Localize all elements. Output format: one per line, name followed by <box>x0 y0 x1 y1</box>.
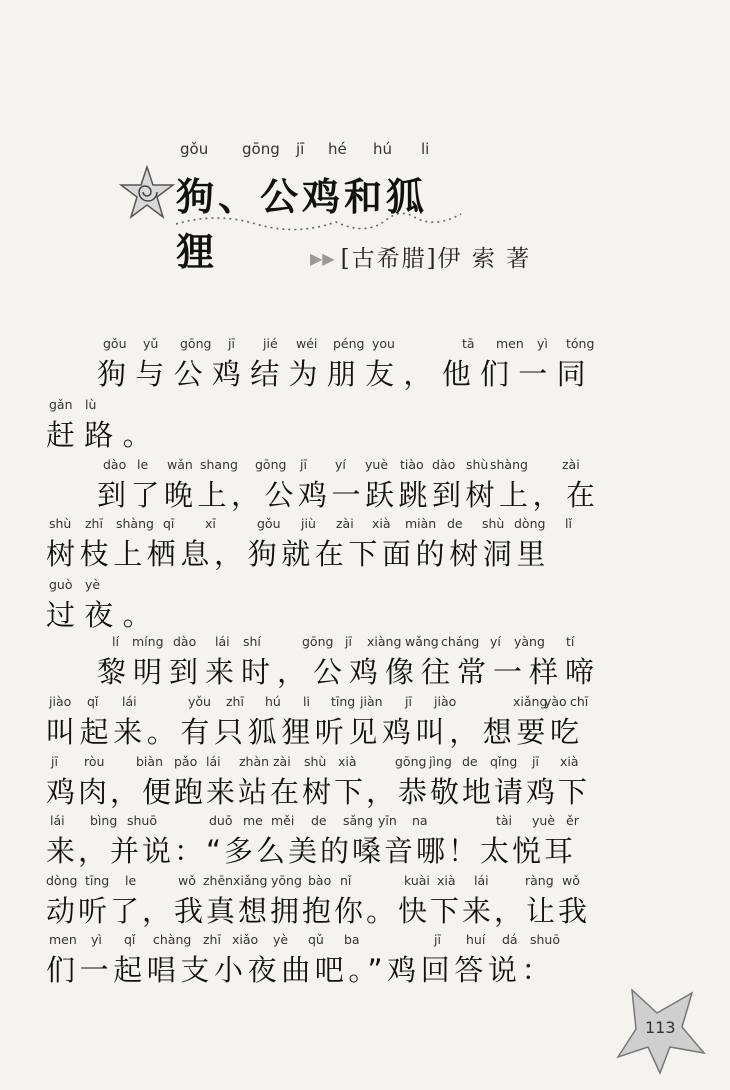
pinyin: lái <box>474 873 489 888</box>
pinyin: lái <box>122 694 137 709</box>
pinyin: duō <box>209 813 233 828</box>
pinyin: shang <box>200 457 238 472</box>
pinyin: gōng <box>302 634 334 649</box>
pinyin: jī <box>345 634 352 649</box>
pinyin: yǒu <box>188 694 211 709</box>
pinyin: yào <box>544 694 567 709</box>
pinyin: shuō <box>127 813 158 828</box>
pinyin: qǔ <box>308 932 324 947</box>
pinyin: ba <box>344 932 360 947</box>
pinyin: dòng <box>46 873 78 888</box>
text-line <box>0 336 730 396</box>
pinyin: lù <box>85 397 97 412</box>
pinyin: le <box>125 873 137 888</box>
pinyin: yōng <box>271 873 302 888</box>
pinyin: zài <box>562 457 580 472</box>
pinyin: xià <box>437 873 456 888</box>
pinyin: míng <box>132 634 164 649</box>
pinyin: cháng <box>441 634 480 649</box>
pinyin: xī <box>205 516 216 531</box>
pinyin: shù <box>49 516 72 531</box>
dotted-swirl-decoration <box>176 202 466 242</box>
pinyin: biàn <box>136 754 163 769</box>
pinyin: hú <box>265 694 281 709</box>
text-line <box>0 516 730 576</box>
pinyin: dào <box>103 457 127 472</box>
pinyin: tài <box>496 813 513 828</box>
pinyin: ròu <box>84 754 105 769</box>
double-arrow-icon: ▶▶ <box>310 249 335 268</box>
pinyin: wǒ <box>178 873 196 888</box>
pinyin: xiǎng <box>233 873 268 888</box>
pinyin: gōng <box>395 754 427 769</box>
pinyin: yè <box>85 577 101 592</box>
pinyin: dòng <box>514 516 546 531</box>
pinyin: qǐng <box>490 754 518 769</box>
pinyin: yí <box>490 634 501 649</box>
pinyin: yuè <box>365 457 389 472</box>
hanzi-line: 来，并说：“多么美的嗓音哪！太悦耳 <box>46 834 577 868</box>
pinyin: qī <box>163 516 175 531</box>
pinyin: zhī <box>226 694 244 709</box>
pinyin: li <box>303 694 310 709</box>
pinyin: jī <box>51 754 58 769</box>
pinyin: lái <box>50 813 65 828</box>
pinyin: jìng <box>429 754 452 769</box>
pinyin: wǒ <box>562 873 580 888</box>
pinyin: yǔ <box>143 336 159 351</box>
title-pinyin-syllable: li <box>421 140 430 158</box>
text-line <box>0 873 730 933</box>
pinyin: shàng <box>490 457 528 472</box>
pinyin: me <box>243 813 263 828</box>
title-pinyin-syllable: gǒu <box>180 140 209 158</box>
pinyin: lái <box>206 754 221 769</box>
pinyin: you <box>372 336 395 351</box>
title-pinyin-syllable: hé <box>328 140 347 158</box>
pinyin: qǐ <box>87 694 99 709</box>
pinyin: dào <box>432 457 456 472</box>
hanzi-line: 动听了，我真想拥抱你。快下来，让我 <box>46 894 591 928</box>
pinyin: yí <box>335 457 346 472</box>
pinyin: dào <box>173 634 197 649</box>
pinyin: jiào <box>49 694 72 709</box>
pinyin: lǐ <box>565 516 572 531</box>
pinyin: zài <box>336 516 354 531</box>
pinyin: de <box>447 516 463 531</box>
hanzi-line: 们一起唱支小夜曲吧。”鸡回答说： <box>46 953 556 987</box>
pinyin: xià <box>338 754 357 769</box>
text-line <box>0 754 730 814</box>
hanzi-line: 到了晚上，公鸡一跃跳到树上，在 <box>97 478 600 512</box>
hanzi-line: 赶路。 <box>46 418 161 452</box>
pinyin: chī <box>570 694 589 709</box>
pinyin: chàng <box>153 932 192 947</box>
pinyin: wǎng <box>405 634 439 649</box>
pinyin: shí <box>243 634 261 649</box>
hanzi-line: 黎明到来时，公鸡像往常一样啼 <box>97 655 602 689</box>
title-pinyin <box>176 140 476 162</box>
pinyin: miàn <box>405 516 437 531</box>
pinyin: yīn <box>378 813 397 828</box>
pinyin: jī <box>228 336 235 351</box>
title-pinyin-syllable: hú <box>373 140 393 158</box>
pinyin: xià <box>372 516 391 531</box>
pinyin: yì <box>537 336 548 351</box>
pinyin: shàng <box>116 516 154 531</box>
pinyin: jī <box>405 694 412 709</box>
pinyin: lí <box>112 634 119 649</box>
pinyin: zài <box>273 754 291 769</box>
pinyin: bào <box>308 873 332 888</box>
author-line <box>310 240 531 273</box>
title-pinyin-syllable: gōng <box>242 140 280 158</box>
pinyin: péng <box>333 336 365 351</box>
hanzi-line: 鸡肉，便跑来站在树下，恭敬地请鸡下 <box>46 775 591 809</box>
pinyin: men <box>49 932 77 947</box>
pinyin: wéi <box>296 336 318 351</box>
pinyin: qǐ <box>124 932 136 947</box>
pinyin: gǒu <box>103 336 127 351</box>
pinyin: tīng <box>85 873 110 888</box>
pinyin: jiù <box>301 516 316 531</box>
pinyin: tóng <box>566 336 595 351</box>
hanzi-line: 叫起来。有只狐狸听见鸡叫，想要吃 <box>46 715 584 749</box>
author-name: [古希腊]伊 索 著 <box>340 246 532 272</box>
hanzi-line: 树枝上栖息，狗就在下面的树洞里 <box>46 537 551 571</box>
pinyin: shù <box>304 754 327 769</box>
pinyin: tīng <box>331 694 356 709</box>
pinyin: zhàn <box>239 754 270 769</box>
pinyin: shuō <box>530 932 561 947</box>
pinyin: xiàng <box>367 634 402 649</box>
pinyin: shù <box>482 516 505 531</box>
pinyin: ràng <box>525 873 554 888</box>
pinyin: tiào <box>400 457 424 472</box>
text-line <box>0 457 730 517</box>
pinyin: jié <box>263 336 278 351</box>
pinyin: nǐ <box>340 873 352 888</box>
text-line <box>0 634 730 694</box>
pinyin: ěr <box>566 813 579 828</box>
pinyin: dá <box>502 932 518 947</box>
pinyin: guò <box>49 577 73 592</box>
pinyin: yè <box>273 932 289 947</box>
text-line <box>0 932 730 992</box>
pinyin: lái <box>215 634 230 649</box>
pinyin: xiǎo <box>232 932 259 947</box>
pinyin: gǒu <box>257 516 281 531</box>
pinyin: yàng <box>514 634 545 649</box>
pinyin: le <box>137 457 149 472</box>
pinyin: zhī <box>203 932 221 947</box>
pinyin: tā <box>462 336 475 351</box>
pinyin: xiǎng <box>513 694 548 709</box>
page-number: 113 <box>645 1018 676 1037</box>
text-line <box>0 397 730 457</box>
text-line <box>0 813 730 873</box>
star-swirl-icon <box>118 164 176 222</box>
pinyin: yuè <box>532 813 556 828</box>
pinyin: bìng <box>90 813 118 828</box>
hanzi-line: 狗与公鸡结为朋友，他们一同 <box>97 357 595 391</box>
text-line <box>0 694 730 754</box>
pinyin: de <box>462 754 478 769</box>
page-title: 狗、公鸡和狐狸 <box>176 175 429 274</box>
pinyin: gōng <box>180 336 212 351</box>
text-line <box>0 577 730 637</box>
pinyin: měi <box>271 813 295 828</box>
pinyin: jī <box>434 932 441 947</box>
pinyin: gōng <box>255 457 287 472</box>
pinyin: yì <box>91 932 102 947</box>
pinyin: jī <box>532 754 539 769</box>
pinyin: jiào <box>434 694 457 709</box>
pinyin: jī <box>300 457 307 472</box>
pinyin: zhī <box>85 516 103 531</box>
pinyin: pǎo <box>174 754 198 769</box>
pinyin: men <box>496 336 524 351</box>
pinyin: tí <box>566 634 575 649</box>
pinyin: gǎn <box>49 397 73 412</box>
pinyin: na <box>412 813 428 828</box>
pinyin: wǎn <box>167 457 193 472</box>
hanzi-line: 过夜。 <box>46 598 161 632</box>
pinyin: sǎng <box>343 813 374 828</box>
pinyin: zhēn <box>203 873 234 888</box>
pinyin: jiàn <box>360 694 383 709</box>
pinyin: de <box>311 813 327 828</box>
title-pinyin-syllable: jī <box>296 140 305 158</box>
pinyin: huí <box>466 932 486 947</box>
pinyin: xià <box>560 754 579 769</box>
pinyin: kuài <box>404 873 430 888</box>
pinyin: shù <box>466 457 489 472</box>
